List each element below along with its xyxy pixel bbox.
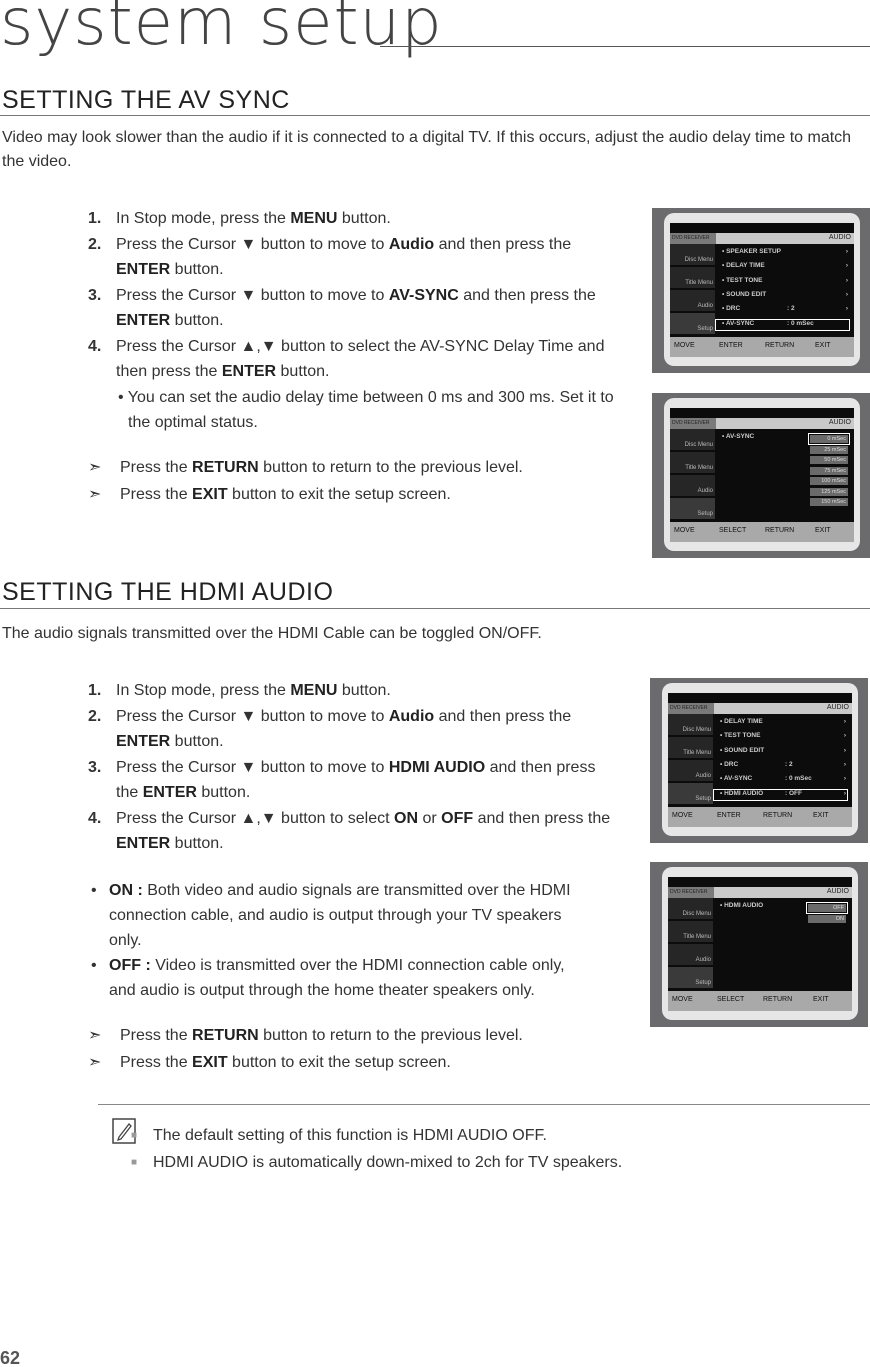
text: Press the — [120, 486, 193, 503]
key-label: ENTER — [116, 312, 171, 329]
text: and then press the — [458, 287, 596, 304]
tv-frame — [662, 683, 858, 836]
osd-menu-item — [722, 262, 852, 269]
key-label: OFF — [441, 810, 474, 827]
text: and then press the — [473, 810, 611, 827]
text: button. — [276, 363, 330, 380]
note-text: The default setting of this function is HDMI AUDIO OFF. — [153, 1127, 547, 1144]
tip-item — [88, 455, 618, 480]
key-label: ENTER — [116, 733, 171, 750]
key-label: ON : — [109, 882, 143, 899]
osd-footer-label: EXIT — [813, 812, 829, 819]
osd-menu-item — [720, 790, 850, 797]
step-item — [88, 755, 618, 805]
step-text — [116, 232, 618, 282]
divider — [0, 115, 870, 116]
osd-item-label: • DRC — [720, 760, 739, 768]
osd-sidebar-label: Disc Menu — [684, 257, 713, 263]
osd-item-label: • TEST TONE — [722, 276, 763, 284]
osd-screenshot — [652, 393, 870, 558]
bullet-list — [91, 878, 618, 1003]
osd-menu-item — [720, 747, 850, 754]
step-number: 4. — [88, 338, 102, 355]
osd-display — [670, 223, 854, 337]
osd-menu-item — [722, 248, 852, 255]
osd-item-label: • AV-SYNC — [722, 319, 755, 327]
osd-item-label: • HDMI AUDIO — [720, 902, 764, 909]
osd-sidebar-item — [670, 498, 715, 519]
section-heading-av-sync: SETTING THE AV SYNC — [2, 86, 290, 114]
osd-footer-label: SELECT — [719, 527, 747, 534]
divider — [0, 608, 870, 609]
osd-footer-label: RETURN — [765, 527, 795, 534]
text: button. — [337, 682, 391, 699]
step-number: 2. — [88, 236, 102, 253]
title-divider — [380, 46, 870, 47]
osd-option: ON — [808, 915, 846, 923]
osd-chevron-icon: › — [845, 305, 848, 313]
tv-frame — [664, 398, 860, 551]
osd-footer-label: MOVE — [672, 996, 693, 1003]
key-label: ON — [394, 810, 419, 827]
text: button to exit the setup screen. — [227, 1054, 451, 1071]
text: Press the Cursor ▲,▼ button to select the AV-SYNC Delay Time and then press the — [116, 338, 605, 380]
osd-option: 100 mSec — [810, 477, 848, 485]
key-label: MENU — [290, 210, 338, 227]
step-number: 4. — [88, 810, 102, 827]
osd-footer-label: ENTER — [719, 342, 743, 349]
osd-item-value: : 0 mSec — [785, 775, 812, 783]
step-text — [116, 334, 618, 384]
osd-chevron-icon: › — [843, 775, 846, 783]
osd-sidebar-label: Setup — [697, 511, 713, 517]
osd-item-label: • AV-SYNC — [722, 433, 755, 440]
osd-sidebar-item — [668, 944, 713, 965]
tip-item — [88, 1050, 618, 1075]
key-label: MENU — [290, 682, 338, 699]
arrow-icon: ➣ — [88, 1027, 102, 1044]
osd-sidebar-label: Audio — [697, 303, 713, 309]
page-number: 62 — [0, 1348, 21, 1367]
osd-sidebar-label: Title Menu — [683, 750, 711, 756]
note-item: ■ HDMI AUDIO is automatically down-mixed to 2ch for TV speakers. — [131, 1149, 622, 1176]
step-number: 3. — [88, 287, 102, 304]
osd-chevron-icon: › — [843, 732, 846, 740]
osd-sidebar-label: Setup — [695, 980, 711, 986]
note-divider — [98, 1104, 870, 1105]
osd-sidebar-label: Title Menu — [685, 280, 713, 286]
osd-chevron-icon: › — [845, 276, 848, 284]
osd-display — [668, 693, 852, 807]
osd-header — [670, 233, 854, 244]
step-text — [116, 755, 618, 805]
tip-list — [88, 1023, 618, 1075]
osd-header-left: DVD RECEIVER — [668, 887, 714, 898]
bullet-item — [91, 953, 618, 1003]
text: button. — [170, 261, 224, 278]
step-item — [88, 232, 618, 282]
osd-sidebar-item — [668, 967, 713, 988]
text: button. — [170, 835, 224, 852]
osd-sidebar-label: Audio — [695, 773, 711, 779]
hdmi-audio-intro: The audio signals transmitted over the HDMI Cable can be toggled ON/OFF. — [2, 625, 542, 642]
key-label: Audio — [388, 708, 435, 725]
osd-item-label: • SPEAKER SETUP — [722, 248, 781, 255]
osd-sidebar-label: Disc Menu — [682, 911, 711, 917]
notes — [131, 1122, 622, 1176]
osd-footer-label: EXIT — [815, 342, 831, 349]
step-text — [116, 206, 391, 231]
step-item — [88, 206, 618, 231]
step-item — [88, 704, 618, 754]
osd-item-label: • DELAY TIME — [720, 718, 763, 725]
osd-sidebar-item — [668, 760, 713, 781]
osd-header-left: DVD RECEIVER — [670, 233, 716, 244]
tv-frame — [664, 213, 860, 366]
step-note: • You can set the audio delay time between 0 ms and 300 ms. Set it to the optimal status. — [118, 389, 614, 431]
key-label: EXIT — [192, 1054, 228, 1071]
osd-menu-item — [720, 761, 850, 768]
osd-item-label: • SOUND EDIT — [720, 746, 765, 754]
osd-option: 75 mSec — [810, 467, 848, 475]
osd-screenshot — [650, 678, 868, 843]
osd-footer-label: RETURN — [763, 996, 793, 1003]
bullet-text — [109, 878, 579, 953]
text: and then press the — [434, 236, 572, 253]
osd-footer-label: SELECT — [717, 996, 745, 1003]
text: button to return to the previous level. — [258, 1027, 523, 1044]
osd-header — [668, 703, 852, 714]
osd-sidebar-item — [670, 429, 715, 450]
text: button to exit the setup screen. — [227, 486, 451, 503]
page-title: system setup — [0, 0, 443, 60]
osd-header-right: AUDIO — [828, 419, 851, 426]
osd-sidebar-item — [670, 290, 715, 311]
key-label: RETURN — [192, 1027, 259, 1044]
step-item — [88, 334, 618, 384]
step-text — [116, 283, 618, 333]
osd-menu-item — [720, 775, 850, 782]
osd-item-value: : 0 mSec — [787, 319, 814, 327]
osd-chevron-icon: › — [845, 290, 848, 298]
osd-sidebar-item — [670, 267, 715, 288]
osd-sidebar-label: Disc Menu — [684, 442, 713, 448]
arrow-icon: ➣ — [88, 1054, 102, 1071]
osd-sidebar-item — [670, 244, 715, 265]
osd-sidebar-item — [668, 921, 713, 942]
step-item — [88, 806, 618, 856]
osd-footer-label: RETURN — [763, 812, 793, 819]
step-item — [88, 678, 618, 703]
osd-chevron-icon: › — [843, 718, 846, 725]
tip-list — [88, 455, 618, 507]
tip-item — [88, 1023, 618, 1048]
av-sync-intro: Video may look slower than the audio if it is connected to a digital TV. If this occurs, adjust the audio delay time to match the video. — [2, 129, 852, 170]
step-number: 3. — [88, 759, 102, 776]
osd-chevron-icon: › — [843, 789, 846, 797]
osd-sidebar-item — [670, 313, 715, 334]
text: button. — [170, 312, 224, 329]
tv-frame — [662, 867, 858, 1020]
text: and then press the — [116, 759, 596, 801]
osd-option: OFF — [808, 904, 846, 912]
av-sync-steps — [88, 206, 618, 507]
step-text — [116, 678, 391, 703]
hdmi-audio-steps — [88, 678, 618, 1075]
osd-footer-label: MOVE — [672, 812, 693, 819]
tip-item — [88, 482, 618, 507]
arrow-icon: ➣ — [88, 486, 102, 503]
osd-chevron-icon: › — [845, 248, 848, 255]
osd-header-left: DVD RECEIVER — [668, 703, 714, 714]
osd-header-right: AUDIO — [828, 234, 851, 241]
section-heading-hdmi-audio: SETTING THE HDMI AUDIO — [2, 578, 334, 606]
text: button. — [196, 784, 251, 801]
key-label: RETURN — [192, 459, 259, 476]
text: Press the Cursor ▼ button to move to — [116, 708, 389, 725]
osd-item-label: • AV-SYNC — [720, 775, 753, 783]
osd-sidebar-item — [668, 898, 713, 919]
osd-sidebar-item — [668, 737, 713, 758]
osd-sidebar-label: Audio — [697, 488, 713, 494]
key-label: ENTER — [221, 363, 277, 380]
osd-screenshot — [650, 862, 868, 1027]
osd-item-label: • HDMI AUDIO — [720, 789, 764, 797]
osd-chevron-icon: › — [843, 746, 846, 754]
osd-option: 125 mSec — [810, 488, 848, 496]
osd-footer-label: MOVE — [674, 342, 695, 349]
osd-footer-label: ENTER — [717, 812, 741, 819]
text: Press the Cursor ▼ button to move to — [116, 759, 389, 776]
bullet-item — [91, 878, 618, 953]
osd-sidebar-item — [668, 714, 713, 735]
text: Both video and audio signals are transmitted over the HDMI connection cable, and audio is output through your TV speakers only. — [109, 882, 571, 949]
step-number: 1. — [88, 210, 102, 227]
osd-item-label: • DELAY TIME — [722, 262, 765, 270]
osd-sidebar-label: Disc Menu — [682, 727, 711, 733]
text: Press the — [120, 1054, 193, 1071]
osd-item-value: : 2 — [785, 760, 793, 768]
key-label: Audio — [388, 236, 435, 253]
osd-item-value: : 2 — [787, 305, 795, 313]
key-label: OFF : — [109, 957, 151, 974]
text: In Stop mode, press the — [116, 682, 291, 699]
osd-header-right: AUDIO — [826, 888, 849, 895]
osd-menu-item — [720, 732, 850, 739]
osd-sidebar-item — [668, 783, 713, 804]
osd-footer-label: MOVE — [674, 527, 695, 534]
text: In Stop mode, press the — [116, 210, 291, 227]
osd-footer-label: RETURN — [765, 342, 795, 349]
osd-header-right: AUDIO — [826, 704, 849, 711]
text: Video is transmitted over the HDMI connection cable only, and audio is output through the home theater speakers only. — [109, 957, 565, 999]
text: Press the — [120, 459, 193, 476]
osd-menu-item — [720, 718, 850, 725]
step-text — [116, 806, 618, 856]
bullet-dot: • — [91, 882, 97, 899]
osd-display — [670, 408, 854, 522]
osd-footer-label: EXIT — [815, 527, 831, 534]
osd-footer-label: EXIT — [813, 996, 829, 1003]
text: button. — [337, 210, 391, 227]
key-label: ENTER — [116, 261, 171, 278]
osd-menu-item — [722, 320, 852, 327]
osd-sidebar-label: Title Menu — [685, 465, 713, 471]
key-label: HDMI AUDIO — [388, 759, 486, 776]
osd-sidebar-label: Audio — [695, 957, 711, 963]
step-text — [116, 704, 618, 754]
bullet-text — [109, 953, 579, 1003]
osd-sidebar-label: Title Menu — [683, 934, 711, 940]
osd-item-label: • TEST TONE — [720, 732, 761, 740]
osd-chevron-icon: › — [843, 760, 846, 768]
osd-sidebar-label: Setup — [695, 796, 711, 802]
text: and then press the — [434, 708, 572, 725]
osd-option: 0 mSec — [810, 435, 848, 443]
osd-menu-item — [722, 277, 852, 284]
osd-footer — [670, 522, 854, 542]
text: Press the Cursor ▼ button to move to — [116, 287, 389, 304]
osd-item-label: • SOUND EDIT — [722, 290, 767, 298]
osd-option: 25 mSec — [810, 446, 848, 454]
step-number: 1. — [88, 682, 102, 699]
step-number: 2. — [88, 708, 102, 725]
text: Press the — [120, 1027, 193, 1044]
note-item: ■ The default setting of this function is HDMI AUDIO OFF. — [131, 1122, 622, 1149]
osd-header — [668, 887, 852, 898]
text: Press the Cursor ▼ button to move to — [116, 236, 389, 253]
osd-footer — [668, 807, 852, 827]
osd-option: 50 mSec — [810, 456, 848, 464]
osd-header-left: DVD RECEIVER — [670, 418, 716, 429]
bullet-dot: • — [91, 957, 97, 974]
osd-sidebar-label: Setup — [697, 326, 713, 332]
osd-screenshot — [652, 208, 870, 373]
text: button. — [170, 733, 224, 750]
key-label: ENTER — [142, 784, 197, 801]
note-text: HDMI AUDIO is automatically down-mixed to 2ch for TV speakers. — [153, 1154, 623, 1171]
osd-menu-item — [722, 291, 852, 298]
osd-footer — [668, 991, 852, 1011]
osd-display — [668, 877, 852, 991]
osd-sidebar-item — [670, 475, 715, 496]
text: or — [418, 810, 442, 827]
step-item — [88, 283, 618, 333]
osd-footer — [670, 337, 854, 357]
arrow-icon: ➣ — [88, 459, 102, 476]
osd-option: 150 mSec — [810, 498, 848, 506]
text: button to return to the previous level. — [258, 459, 523, 476]
key-label: AV-SYNC — [388, 287, 459, 304]
osd-item-label: • DRC — [722, 305, 741, 313]
key-label: ENTER — [116, 835, 171, 852]
osd-header — [670, 418, 854, 429]
key-label: EXIT — [192, 486, 228, 503]
osd-chevron-icon: › — [845, 262, 848, 270]
text: Press the Cursor ▲,▼ button to select — [116, 810, 395, 827]
osd-menu-item — [722, 305, 852, 312]
osd-item-value: : OFF — [785, 789, 802, 797]
osd-sidebar-item — [670, 452, 715, 473]
